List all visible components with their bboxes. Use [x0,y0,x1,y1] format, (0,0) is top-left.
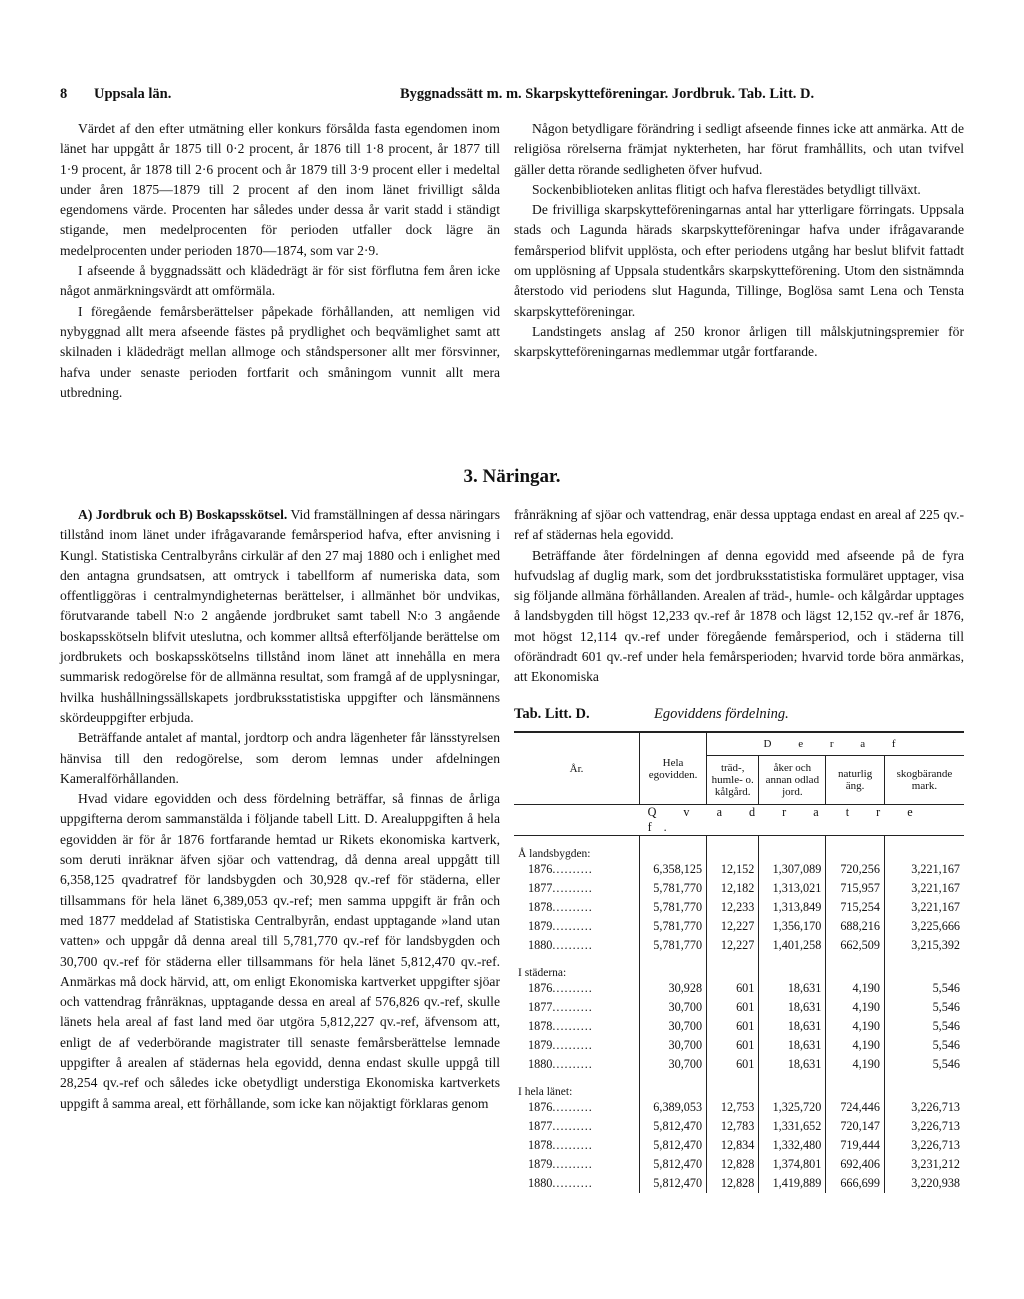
forest-cell: 5,546 [884,1055,964,1074]
table-heading [514,706,964,728]
field-cell: 18,631 [759,979,826,998]
col-year-header: År. [569,762,584,775]
field-cell: 1,313,849 [759,898,826,917]
table-group-row [514,836,964,861]
year-cell: 1878.......... [528,900,593,914]
year-cell: 1880.......... [528,938,593,952]
garden-cell: 12,227 [707,917,759,936]
total-cell: 30,928 [640,979,707,998]
total-cell: 6,389,053 [640,1098,707,1117]
table-title: Egoviddens fördelning. [654,706,789,722]
field-cell: 18,631 [759,1036,826,1055]
forest-cell: 3,226,713 [884,1117,964,1136]
meadow-cell: 688,216 [826,917,885,936]
meadow-cell: 666,699 [826,1174,885,1193]
forest-cell: 5,546 [884,979,964,998]
forest-cell: 3,221,167 [884,879,964,898]
deraf-header: D e r a f [707,732,964,756]
col-garden-header: träd-, humle- o. kålgård. [707,756,759,805]
forest-cell: 3,221,167 [884,898,964,917]
garden-cell: 601 [707,1036,759,1055]
field-cell: 1,356,170 [759,917,826,936]
paragraph: frånräkning af sjöar och vattendrag, enär dessa upptaga endast en areal af 225 qv.-ref af städernas hela egovidd. [514,507,964,543]
group-label: Å landsbygden: [518,848,591,860]
forest-cell: 3,221,167 [884,860,964,879]
table-row [514,1136,964,1155]
total-cell: 5,812,470 [640,1174,707,1193]
paragraph: Beträffande åter fördelningen af denna egovidd med afseende på de fyra hufvudslag af duglig mark, som det jordbruksstatistiska formuläret upptager, visa sig följande allmäna förhållanden. Arealen af träd-, humle- och kålgårdar upptages å landsbygden till högst 12,233 qv.-ref år 1878 och lägst 12,152 qv.-ref år 1876, mot högst 12,114 qv.-ref under föregående femårsperiod, och i städerna till oförändradt 601 qv.-ref under hela femårsperioden; hvarvid torde böra anmärkas, att Ekonomiska [514,547,964,685]
total-cell: 30,700 [640,1017,707,1036]
field-cell: 1,325,720 [759,1098,826,1117]
paragraph: Någon betydligare förändring i sedligt afseende finnes icke att anmärka. Att de religiösa rörelserna främjat nykterheten, har förut framhållits, och utan tvifvel gäller detta rörande sedligheten öfver hufvud. [514,121,964,177]
col-field-header: åker och annan odlad jord. [759,756,826,805]
paragraph: I afseende å byggnadssätt och klädedrägt är för sist förflutna fem åren icke något anmärkningsvärdt att omförmäla. [60,263,500,299]
meadow-cell: 715,254 [826,898,885,917]
left-column-bottom [60,505,500,1114]
field-cell: 1,419,889 [759,1174,826,1193]
section-heading: A) Jordbruk och B) Boskapsskötsel. [78,507,288,522]
garden-cell: 12,227 [707,936,759,955]
meadow-cell: 4,190 [826,1036,885,1055]
garden-cell: 12,828 [707,1155,759,1174]
total-cell: 5,781,770 [640,917,707,936]
table-row [514,1036,964,1055]
paragraph: Beträffande antalet af mantal, jordtorp och andra lägenheter får länsstyrelsen hänvisa till den redogörelse, som derom lemnas under afdelningen Kameralförhållanden. [60,730,500,786]
meadow-cell: 719,444 [826,1136,885,1155]
field-cell: 1,307,089 [759,860,826,879]
garden-cell: 12,753 [707,1098,759,1117]
meadow-cell: 724,446 [826,1098,885,1117]
paragraph: Landstingets anslag af 250 kronor årligen till målskjutningspremier för skarpskytteföreningarnas medlemmar utgår fortfarande. [514,323,964,360]
garden-cell: 12,783 [707,1117,759,1136]
header-right: Byggnadssätt m. m. Skarpskytteföreningar. Jordbruk. Tab. Litt. D. [400,86,815,102]
garden-cell: 12,828 [707,1174,759,1193]
total-cell: 5,812,470 [640,1136,707,1155]
meadow-cell: 4,190 [826,1017,885,1036]
year-cell: 1876.......... [528,981,593,995]
table-row [514,1055,964,1074]
forest-cell: 3,220,938 [884,1174,964,1193]
total-cell: 5,781,770 [640,879,707,898]
group-label: I hela länet: [518,1086,573,1098]
table-row [514,879,964,898]
garden-cell: 12,152 [707,860,759,879]
total-cell: 30,700 [640,1055,707,1074]
year-cell: 1880.......... [528,1176,593,1190]
garden-cell: 601 [707,1017,759,1036]
total-cell: 30,700 [640,998,707,1017]
year-cell: 1878.......... [528,1019,593,1033]
field-cell: 1,401,258 [759,936,826,955]
paragraph: Vid framställningen af dessa näringars tillstånd inom länet under ifrågavarande femårsperiod hafva, efter anvisning i Kungl. Statistiska Centralbyråns cirkulär af den 27 maj 1880 och i enlighet med den antagna grundsatsen, att omtryck i tabellform af numeriska data, som offentliggöras i centralmyndigheternas berättelser, i allmänhet bör undvikas, förutvarande tabell N:o 2 angående jordbruket samt tabell N:o 3 angående boskapsskötseln blifvit uteslutna, och kommer alltså efterföljande berättelse om jordbrukets och boskapsskötselns tillstånd inom länet att innehålla en mera summarisk redogörelse för de allmänna resultat, som framgå af de upplysningar, hvilka hushållningssällskapets jordbruksstatistiska uppgifter och länsmännens skördeuppgifter erbjuda. [60,507,500,725]
forest-cell: 3,215,392 [884,936,964,955]
paragraph: Värdet af den efter utmätning eller konkurs försålda fasta egendomen inom länet har uppgått år 1875 till 0·2 procent, år 1876 till 1·8 procent, år 1877 till 1·9 procent, år 1878 till 2·6 procent och år 1879 till 3·9 procent eller i medeltal under åren 1875—1879 till 2 procent af den inom länet frivilligt sålda egendomens värde. Procenten har således under dessa år varit stadd i ständigt stigande, men medelprocenten för perioden utfaller dock lägre än medelprocenten under perioden 1870—1874, som var 2·9. [60,121,500,258]
total-cell: 30,700 [640,1036,707,1055]
year-cell: 1877.......... [528,1000,593,1014]
total-cell: 5,781,770 [640,936,707,955]
year-cell: 1880.......... [528,1057,593,1071]
table-row [514,979,964,998]
table-body [514,836,964,1194]
year-cell: 1877.......... [528,1119,593,1133]
table-row [514,1098,964,1117]
forest-cell: 3,226,713 [884,1098,964,1117]
table-row [514,936,964,955]
page-number: 8 [60,86,68,102]
section-title: 3. Näringar. [463,466,561,487]
left-column-top [60,119,500,403]
total-cell: 5,812,470 [640,1155,707,1174]
paragraph: De frivilliga skarpskytteföreningarnas antal har ytterligare förringats. Uppsala stads och Lagunda härads skarpskytteföreningar hafva under ifrågavarande femårsperiod blifvit upplösta, och efter periodens utgång har beslut blifvit fattadt om upplösning af Uppsala studentkårs skarpskytteförening. Utom den sistnämnda återstodo vid periodens slut Hagunda, Tillinge, Boglösa samt Lena och Tensta skarpskytteföreningar. [514,202,964,319]
table-group-row [514,1074,964,1098]
egovidd-table [514,731,964,1193]
table-row [514,898,964,917]
year-cell: 1879.......... [528,919,593,933]
table-row [514,917,964,936]
table-group-row [514,955,964,979]
field-cell: 18,631 [759,998,826,1017]
forest-cell: 5,546 [884,998,964,1017]
year-cell: 1879.......... [528,1038,593,1052]
field-cell: 1,331,652 [759,1117,826,1136]
total-cell: 5,781,770 [640,898,707,917]
meadow-cell: 4,190 [826,979,885,998]
col-meadow-header: naturlig äng. [826,756,885,805]
paragraph: Hvad vidare egovidden och dess fördelning beträffar, så finnas de årliga uppgifterna derom sammanstälda i följande tabell Litt. D. Arealuppgiften å hela egovidden är för år 1876 fortfarande hemtad ur Rikets ekonomiska kartverk, som deruti inräknar äfven sjöar och vattendrag, då denna areal uppgått till 6,358,125 qvadratref för landsbygden och 30,928 qv.-ref för städerna, eller tillsammans för hela länet 6,389,053 qv.-ref; men samma uppgift är från och med 1877 meddelad af Statistiska Centralbyrån, endast upptagande »land utan vatten» och uppgår då denna areal till 5,781,770 qv.-ref för landsbygden och 30,700 qv.-ref för städerna eller tillsammans för hela länet 5,812,470 qv.-ref. Anmärkas må dock härvid, att, om enligt Ekonomiska kartverket uppgifter sjöar och vattendrag frånräknas, upptagande dessa en areal af 576,826 qv.-ref, skulle länets hela areal af fast land med öar utgöra 5,812,227 qv.-ref, äfvensom att, enligt de af vederbörande magistrater till senaste femårsberättelse lemnade uppgifter å arealen af städernas hela egovidd, denna endast skulle uppgå till 28,254 qv.-ref och således icke obetydligt understiga Ekonomiska kartverkets uppgift å samma areal, ett förhållande, som icke kan nöjaktigt förklaras genom [60,791,500,1111]
table-row [514,1155,964,1174]
paragraph: I föregående femårsberättelser påpekade förhållanden, att nemligen vid nybyggnad allt mera afseende fästes på prydlighet och beqvämlighet samt att skilnaden i klädedrägt mellan allmoge och ståndspersoner allt mer försvinner, hafva under senaste perioden fortfarit och småningom vunnit allt mera utbredning. [60,303,500,400]
year-cell: 1876.......... [528,1100,593,1114]
table-row [514,1174,964,1193]
garden-cell: 12,233 [707,898,759,917]
unit-header: Q v a d r a t r e f. [647,805,925,834]
field-cell: 1,313,021 [759,879,826,898]
garden-cell: 601 [707,998,759,1017]
forest-cell: 3,225,666 [884,917,964,936]
forest-cell: 5,546 [884,1017,964,1036]
forest-cell: 3,226,713 [884,1136,964,1155]
group-label: I städerna: [518,967,567,979]
meadow-cell: 692,406 [826,1155,885,1174]
meadow-cell: 4,190 [826,1055,885,1074]
table-row [514,1117,964,1136]
col-total-header: Hela egovidden. [640,732,707,805]
garden-cell: 601 [707,979,759,998]
col-forest-header: skogbärande mark. [884,756,964,805]
table-row [514,998,964,1017]
table-label: Tab. Litt. D. [514,706,590,722]
paragraph: Sockenbiblioteken anlitas flitigt och hafva flerestädes betydligt tillväxt. [532,181,921,197]
total-cell: 6,358,125 [640,860,707,879]
year-cell: 1879.......... [528,1157,593,1171]
meadow-cell: 662,509 [826,936,885,955]
forest-cell: 5,546 [884,1036,964,1055]
year-cell: 1878.......... [528,1138,593,1152]
table-row [514,1017,964,1036]
right-column-top [514,119,964,363]
field-cell: 18,631 [759,1017,826,1036]
right-column-bottom [514,505,964,688]
year-cell: 1877.......... [528,881,593,895]
total-cell: 5,812,470 [640,1117,707,1136]
meadow-cell: 720,256 [826,860,885,879]
meadow-cell: 715,957 [826,879,885,898]
forest-cell: 3,231,212 [884,1155,964,1174]
running-header [60,86,964,108]
header-left: Uppsala län. [94,86,172,102]
garden-cell: 12,834 [707,1136,759,1155]
table-row [514,860,964,879]
field-cell: 1,374,801 [759,1155,826,1174]
field-cell: 18,631 [759,1055,826,1074]
meadow-cell: 720,147 [826,1117,885,1136]
meadow-cell: 4,190 [826,998,885,1017]
field-cell: 1,332,480 [759,1136,826,1155]
year-cell: 1876.......... [528,862,593,876]
garden-cell: 12,182 [707,879,759,898]
garden-cell: 601 [707,1055,759,1074]
